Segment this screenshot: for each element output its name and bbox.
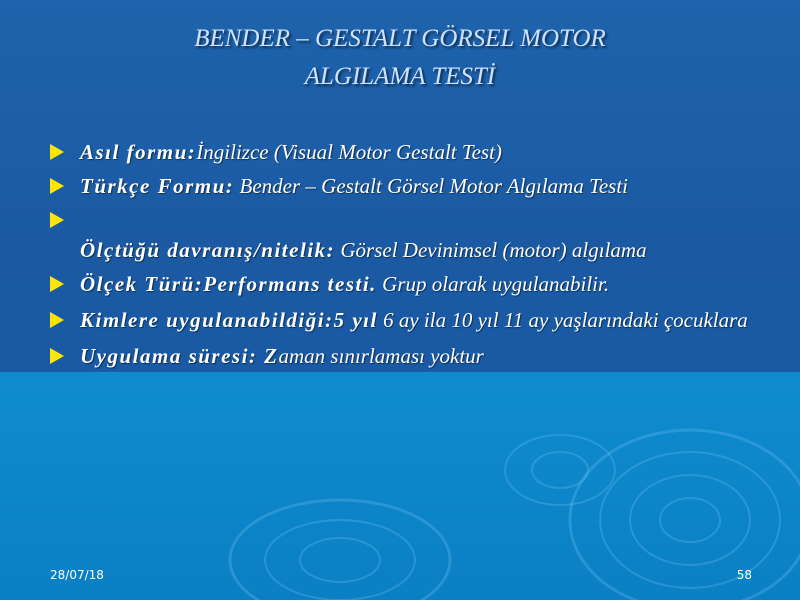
bullet-label: Türkçe Formu: — [80, 174, 235, 198]
bullet-item — [50, 342, 755, 370]
bullet-arrow-icon — [50, 276, 64, 292]
slide-title-line-2: ALGILAMA TESTİ — [304, 63, 496, 90]
bullet-text: İngilizce (Visual Motor Gestalt Test) — [196, 140, 502, 164]
bullet-text: 6 ay ila 10 yıl 11 ay yaşlarındaki çocuklara — [383, 308, 748, 332]
bullet-label: Ölçek Türü:Performans testi. — [80, 272, 377, 296]
bullet-label: Asıl formu: — [80, 140, 197, 164]
bullet-list — [50, 138, 755, 370]
bullet-item — [50, 306, 755, 334]
bullet-text: Bender – Gestalt Görsel Motor Algılama Testi — [239, 174, 629, 198]
bullet-item — [50, 138, 755, 166]
bullet-arrow-icon — [50, 144, 64, 160]
bullet-arrow-icon — [50, 348, 64, 364]
bullet-arrow-icon — [50, 312, 64, 328]
bullet-text: aman sınırlaması yoktur — [278, 344, 484, 368]
bullet-arrow-icon — [50, 212, 64, 228]
bullet-item — [50, 172, 755, 200]
page-number: 58 — [736, 568, 752, 582]
bullet-text: Görsel Devinimsel (motor) algılama — [340, 238, 647, 262]
slide-title — [80, 20, 720, 96]
footer-date: 28/07/18 — [50, 568, 104, 582]
bullet-label: Ölçtüğü davranış/nitelik: — [80, 238, 336, 262]
bullet-arrow-icon — [50, 178, 64, 194]
slide-title-line-1: BENDER – GESTALT GÖRSEL MOTOR — [194, 25, 606, 52]
bullet-item — [50, 206, 755, 234]
bullet-text: Grup olarak uygulanabilir. — [382, 272, 610, 296]
bullet-label: Kimlere uygulanabildiği:5 yıl — [80, 308, 378, 332]
bullet-label: Uygulama süresi: Z — [80, 344, 279, 368]
bullet-item — [50, 236, 755, 264]
bullet-item — [50, 270, 755, 298]
